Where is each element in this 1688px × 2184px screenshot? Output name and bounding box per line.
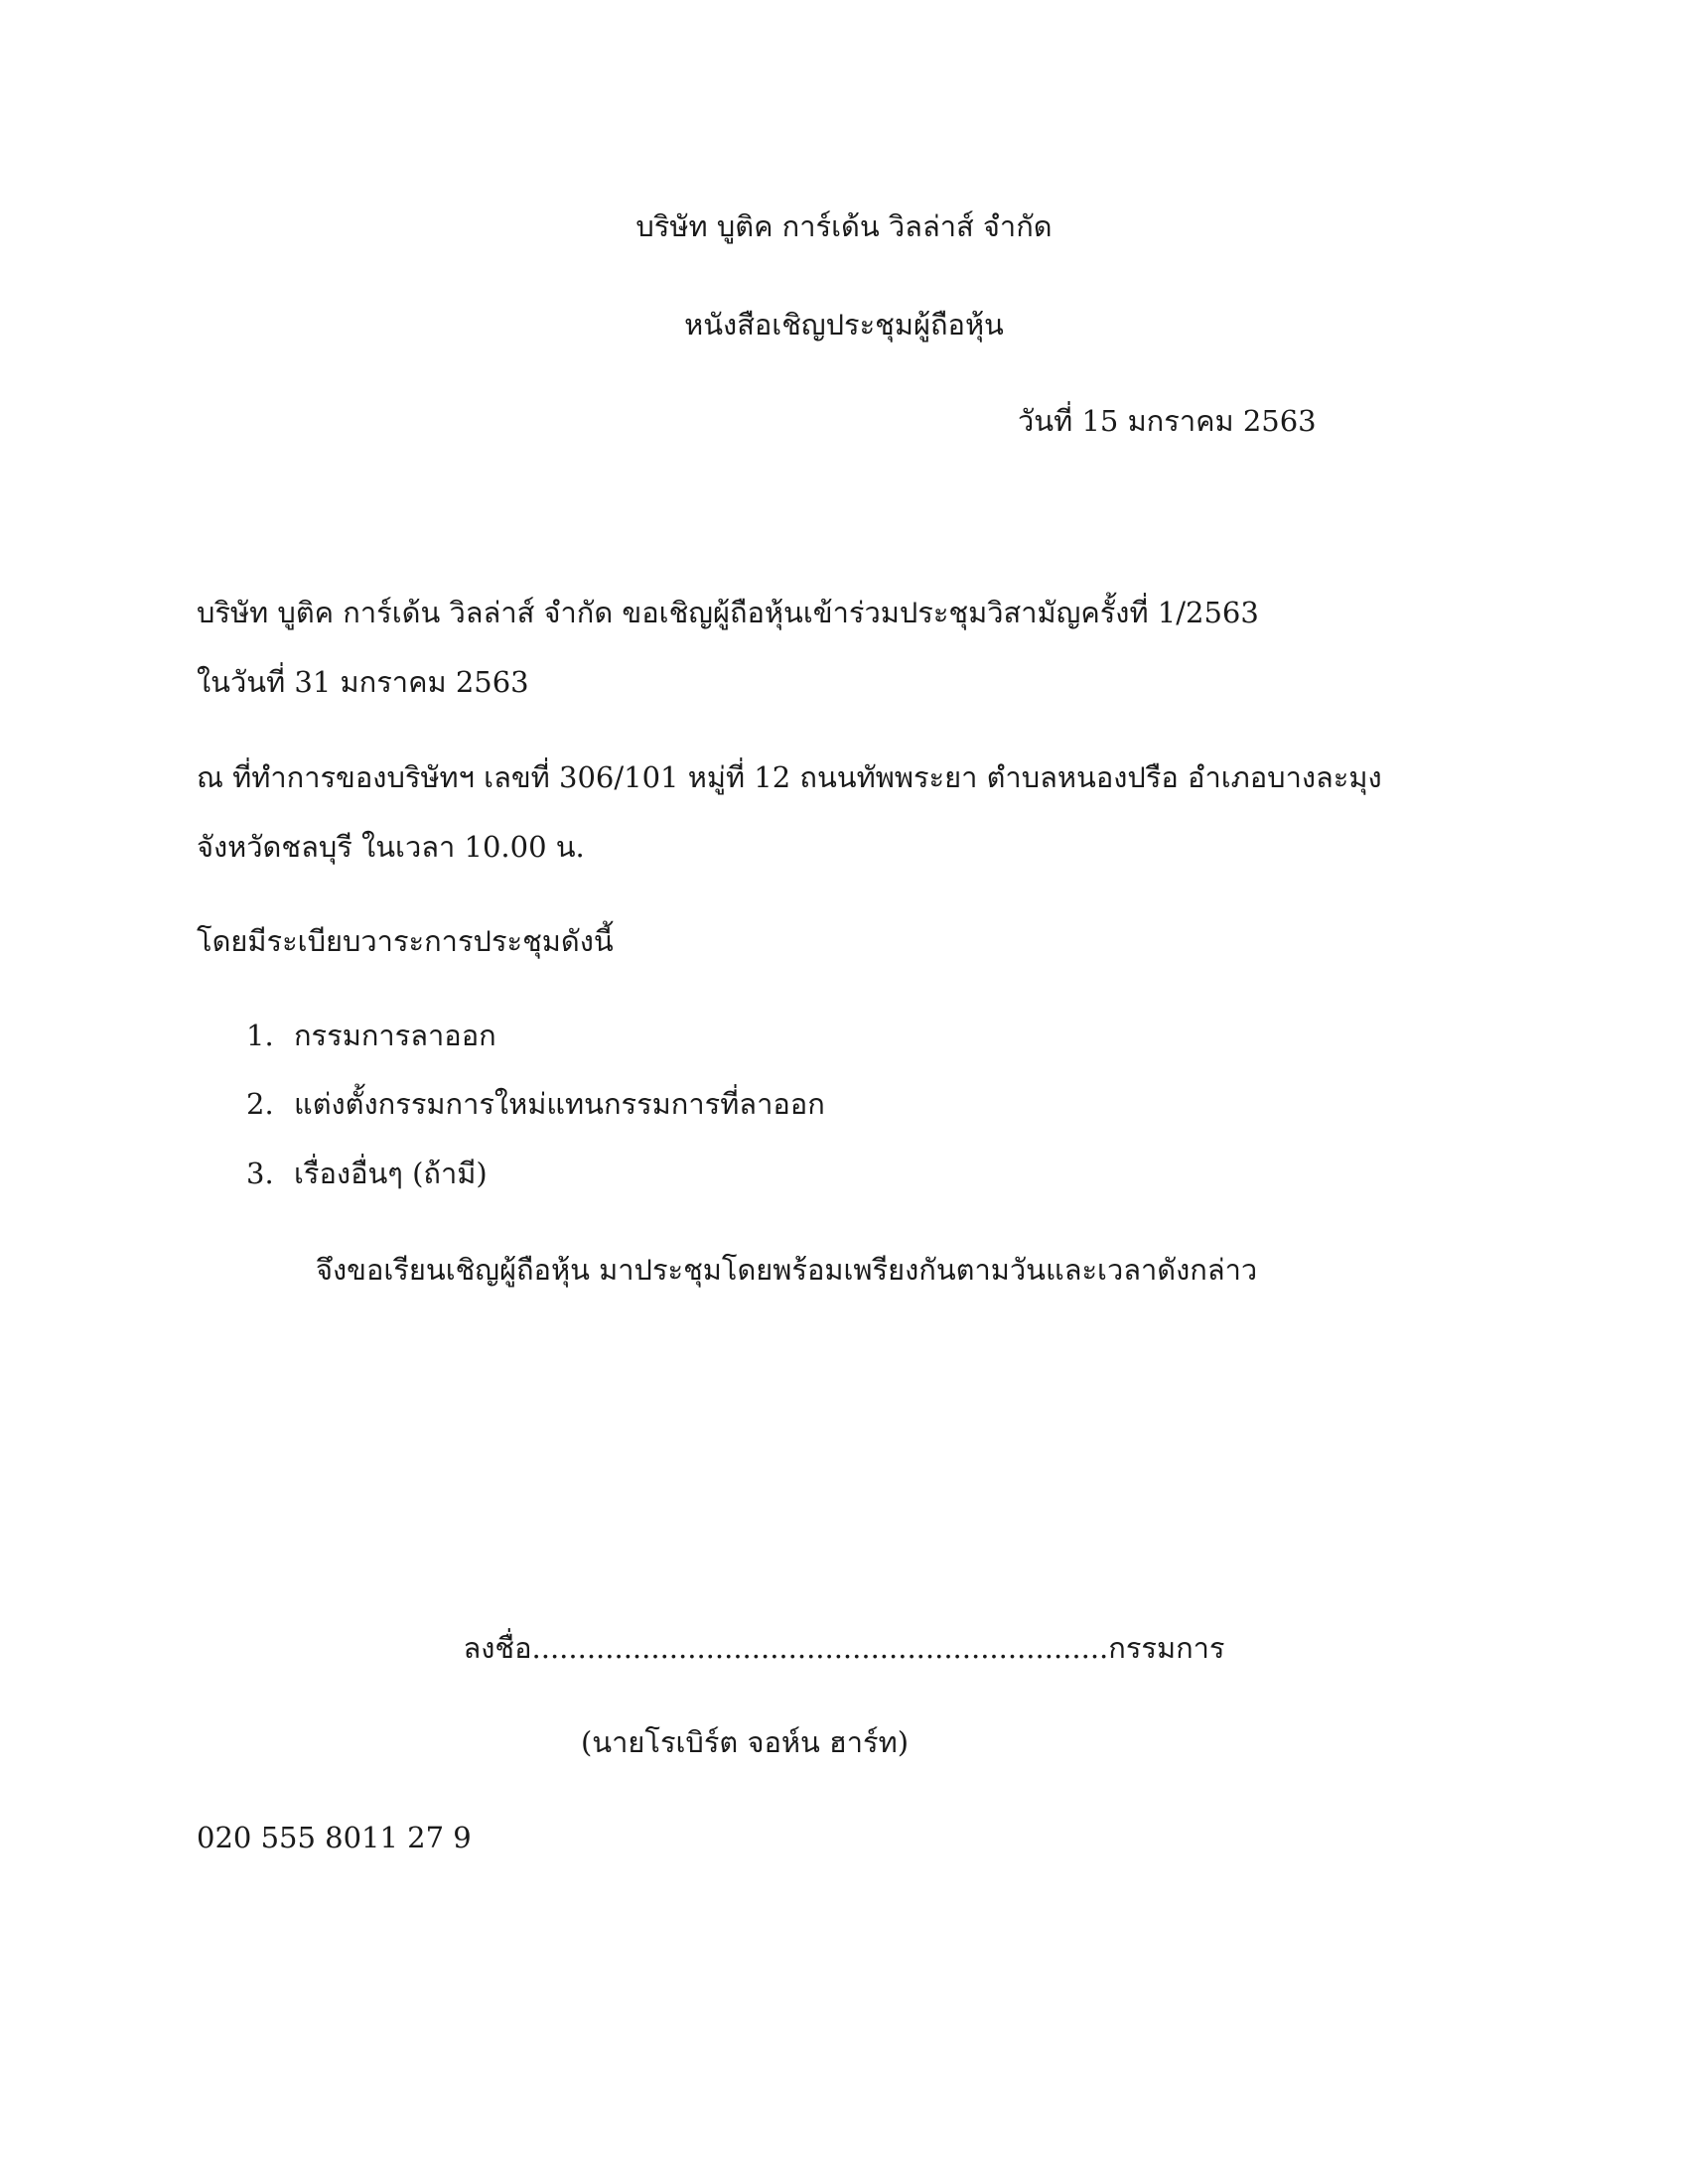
closing-text: จึงขอเรียนเชิญผู้ถือหุ้น มาประชุมโดยพร้อมเพรียงกันตามวันและเวลาดังกล่าว: [316, 1253, 1258, 1287]
invitation-text-line-1: บริษัท บูติค การ์เด้น วิลล่าส์ จำกัด ขอเชิญผู้ถือหุ้นเข้าร่วมประชุมวิสามัญครั้งที่ 1/2563: [197, 596, 1259, 629]
location-text-line-1: ณ ที่ทำการของบริษัทฯ เลขที่ 306/101 หมู่ที่ 12 ถนนทัพพระยา ตำบลหนองปรือ อำเภอบางละมุง: [197, 760, 1382, 794]
agenda-item: [246, 1084, 825, 1124]
document-date: วันที่ 15 มกราคม 2563: [1018, 404, 1317, 438]
agenda-item-number: 1.: [246, 1019, 274, 1052]
agenda-item-number: 3.: [246, 1157, 274, 1190]
agenda-item-number: 2.: [246, 1087, 274, 1121]
registration-number: 020 555 8011 27 9: [197, 1821, 472, 1854]
location-text-line-2: จังหวัดชลบุรี ในเวลา 10.00 น.: [197, 830, 585, 864]
agenda-intro: โดยมีระเบียบวาระการประชุมดังนี้: [197, 924, 614, 958]
signer-name: (นายโรเบิร์ต จอห์น ฮาร์ท): [580, 1725, 910, 1759]
agenda-item-text: แต่งตั้งกรรมการใหม่แทนกรรมการที่ลาออก: [294, 1087, 825, 1121]
company-name: บริษัท บูติค การ์เด้น วิลล่าส์ จำกัด: [635, 209, 1053, 243]
agenda-item-text: เรื่องอื่นๆ (ถ้ามี): [294, 1157, 488, 1190]
document-title: หนังสือเชิญประชุมผู้ถือหุ้น: [684, 308, 1004, 341]
agenda-item: [246, 1016, 496, 1055]
invitation-text-line-2: ในวันที่ 31 มกราคม 2563: [197, 665, 529, 699]
agenda-item: [246, 1154, 488, 1193]
agenda-item-text: กรรมการลาออก: [294, 1019, 496, 1052]
signature-line: ลงชื่อ...............................................................กรรมการ: [463, 1631, 1225, 1665]
